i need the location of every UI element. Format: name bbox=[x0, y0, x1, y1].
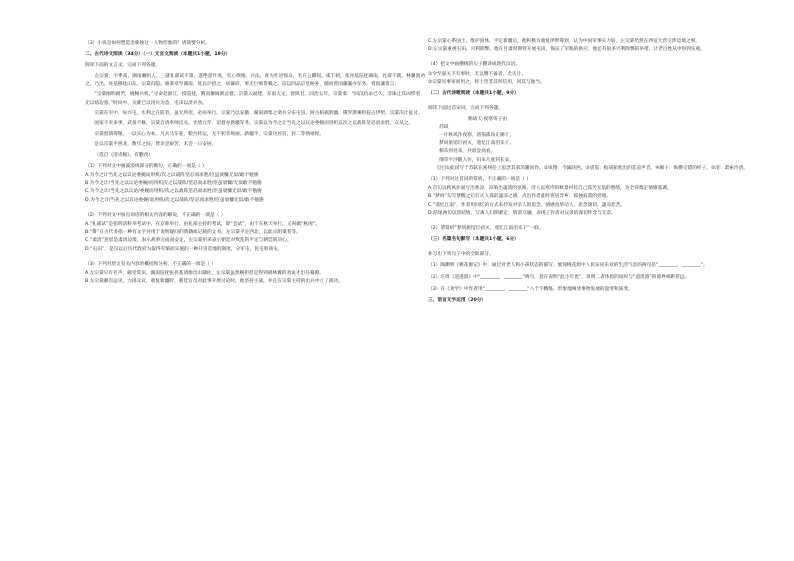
passage-paragraph: 宗棠督饷筹粮，一以实心为本，凡夫马车驼、粮台转运，无不躬亲规画。新疆平，宗棠功居首，封二等恪靖侯。 bbox=[94, 131, 325, 137]
question-text: （3）小说是如何塑造金鹿独这一人物形象的？请简要分析。 bbox=[85, 41, 210, 46]
section-heading: 三、语言文字运用（20分） bbox=[428, 298, 487, 304]
passage-paragraph: 宗棠在军中，每兴屯，水利之在防者，虽无所用，必亟举行。宗棠乃以安徽、湖南调集之诸兵分布屯垦。阿古柏据新疆，俄罗斯乘机侵占伊犁，宗棠决计征讨。 bbox=[94, 110, 423, 116]
poem-title: 鹧鸪天·夜寒寄子由 bbox=[468, 116, 507, 122]
option-d: D.左宗棠重视屯田，兴利除弊。他在甘肃时期曾开展屯田，保证了军粮的供应；他还有很多兴利除弊的举措，让老百姓从中得到实惠。 bbox=[428, 47, 705, 53]
option-a: A.首句以秋风扑面写出寒凉，渲染出凄清的氛围，诗人以寒冷的秋景衬托自己孤苦无依的愁绪，为全诗奠定情感基调。 bbox=[428, 186, 672, 192]
option-b: B.“赘”在古代多指一种有文字并用于说明疑问的典籍或记载的文书，左宗棠平定西北，以此示阴谋者等。 bbox=[85, 230, 301, 236]
passage-paragraph: 是以宗棠平西北，数年之间，皆亲尝艰苦，未尝一日安居。 bbox=[94, 142, 217, 148]
option-c: C.“肃清”意思是肃清边境，表示战事完成而安定，左宗棠用来表示朝廷对叛乱的平定与朝廷的决心。 bbox=[85, 238, 292, 244]
instruction: 补写出下列句子中的空缺部分。 bbox=[428, 252, 494, 258]
translate-item: ①令至嘉关下有事时，无以禦不备者，尤失计。 bbox=[428, 71, 526, 77]
fill-in-item: （1）陶渊明《桃花源记》中，通过对老人和小孩状态的描写，展现桃花源中人民安居乐业的生活气息的两句是“________，________”。 bbox=[428, 262, 708, 268]
option-d: D.结尾两句以景结情，写离人归期难定，情景交融，表现了作者对兄弟的深切怀念与无奈。 bbox=[428, 210, 616, 216]
poem-line: 梦回旅馆灯初灭，遥忆江南泪未干。 bbox=[439, 141, 515, 147]
instruction: 阅读下面这首宋词，完成下列各题。 bbox=[428, 106, 504, 112]
poem-line: 相从何处来，共谁登高看。 bbox=[439, 149, 496, 155]
section-heading: （三）名篇名句默写（本题共1小题，6分） bbox=[428, 237, 519, 243]
poem-question-1: （1）下列对这首词的赏析，不正确的一项是（ ） bbox=[428, 177, 531, 183]
section-heading: 二、古代诗文阅读（34分）（一）文言文阅读（本题共1小题，19分） bbox=[85, 52, 231, 58]
section-heading: （二）古代诗歌阅读（本题共1小题，9分） bbox=[428, 91, 519, 97]
passage-paragraph: “宗棠刚明耐苦，晓畅兵机。”寻命赴浙江，授巡抚，俄而擢闽浙总督。宗棠入福建，东南大定，督陕甘。同治五年，宗棠奏：“回汉仇杀已久，非诛止其凶悍者，无以靖边患。”时回中、关陇已以用兵为急，屯田以济兵食。 bbox=[85, 92, 425, 106]
passage-paragraph: 国家不幸多事，武备不修，宗棠自请率师出关。光绪元年，诏督办新疆军务。宗棠以为今之计当先之以议论委婉而用机以次之以战阵坚忍而求胜，众从之。 bbox=[94, 121, 414, 127]
passage-paragraph: 左宗棠，字季高，湖南湘阴人。三就礼部试不第，遂绝意仕进，究心舆地、兵法。喜为壮语惊众，名在公卿间。咸丰初，张亮基巡抚湖南，礼辟不就。林翼敦劝之，乃出。亮基移抚山东，宗棠归隐。骆秉章至湖南，复以计招之，居幕府，事无巨细皆赖之。诏以四品京堂候补，随同曾国藩襄办军务。曾国藩奏言： bbox=[85, 73, 425, 87]
instruction: 阅读下面的文言文，完成下列各题。 bbox=[85, 63, 161, 69]
fill-in-item: （2）庄周《逍遥游》中“________，________”两句，意在说明“此小年也”，说明二者体验的短时与“逍遥游”的境界相距甚远。 bbox=[428, 275, 690, 281]
passage-source: （选自《清史稿》，有删改） bbox=[94, 152, 153, 158]
option-b: B.为今之计/当先之以议论委婉/而用机次之以战阵/坚忍而求胜/臣虽衰慵/无似敢不勉旃 bbox=[85, 181, 262, 187]
option-d: D.“屯田”，是汉以后历代政府为取得军饷而实施的一种开垦荒地的制度，分军屯、民屯和商屯。 bbox=[85, 246, 283, 252]
right-column bbox=[428, 38, 768, 309]
question-1: （1）下列对文中画波浪线部分的断句，正确的一项是（ ） bbox=[85, 163, 207, 169]
option-a: A.左宗棠早有名声，颇受赏识。湖南巡抚张亮基请他出山辅佐，左宗棠虽然婉拒但是得到胡林翼的劝说才出任幕僚。 bbox=[85, 270, 324, 276]
poem-author: 苏轼 bbox=[439, 124, 449, 130]
option-b: B.“梦回”句写梦醒之后灯灭人孤的凄凉之感，点出作者此时客居异乡、孤独寂寞的处境。 bbox=[428, 194, 612, 200]
option-a: A.为今之计当先之以议论委婉而用机/次之以战阵坚忍而求胜/臣虽衰慵无似/敢不勉旃 bbox=[85, 172, 259, 178]
poem-note: [注]①此词写于苏轼在密州任上思念其弟苏辙而作。②凤翔：今属陕西。③清笳：指胡笳吹出的悲凉声音。④阑干：纵横交错的样子。⑤清：萧索冷清。 bbox=[437, 165, 748, 171]
option-d: D.为今之计/当先之以议论委婉/而用机/次之以战阵/坚忍而求胜/臣虽衰慵无似/敢不勉旃 bbox=[85, 197, 264, 203]
option-c: C.“遥忆江南”，作者用回忆的方式来抒发对亲人的思念，情感真挚动人，思念深切，凄凉悲苦。 bbox=[428, 202, 626, 208]
option-a: A.“礼部试”是指明清科举考试中，在京师举行，由礼部主持的考试，即“会试”，由于在秋天举行，又叫做“秋闱”。 bbox=[85, 221, 320, 227]
left-column bbox=[85, 40, 425, 286]
question-2: （2）下列对文中加点词语的相关内容的解说，不正确的一项是（ ） bbox=[85, 212, 226, 218]
translate-item: ②宗棠见事审而用之，将士皆非其所信用，同其与独当。 bbox=[428, 79, 545, 85]
poem-question-2: （2）请赏析“梦回旅馆灯初灭，遥忆江南泪未干”一联。 bbox=[428, 226, 544, 232]
option-c: C.左宗棠心系国土，维护国体。平定新疆后，他积极为收复伊犁筹划，认为中国军事实力弱，左宗棠仍然在西征大营交涉边境之事。 bbox=[428, 39, 700, 44]
poem-line: 一片秋风作夜寒，清笳孤角正阑干。 bbox=[439, 133, 515, 139]
option-c: C.为今之计/当先之以议论/委婉而用机/次之以战阵坚忍而求胜/臣虽衰慵无似/敢不勉旃 bbox=[85, 189, 262, 195]
option-b: B.左宗棠颇有远见，力排众议，收复新疆时，朝廷官员对此事开展讨论时，他坚持主战，并且在宗棠主持的出兵中立了战功。 bbox=[85, 279, 343, 285]
fill-in-item: （3）在《劝学》中作者用“________，________”八个字精练、形象地阐述事物发展的量变和质变。 bbox=[428, 287, 633, 293]
poem-line: 细草平沙随人住，归来几度到长安。 bbox=[439, 157, 515, 163]
question-3: （3）下列对原文有关内容的概括和分析，不正确的一项是（ ） bbox=[85, 261, 217, 267]
question-4: （4）把文中画横线的句子翻译成现代汉语。 bbox=[428, 62, 521, 68]
